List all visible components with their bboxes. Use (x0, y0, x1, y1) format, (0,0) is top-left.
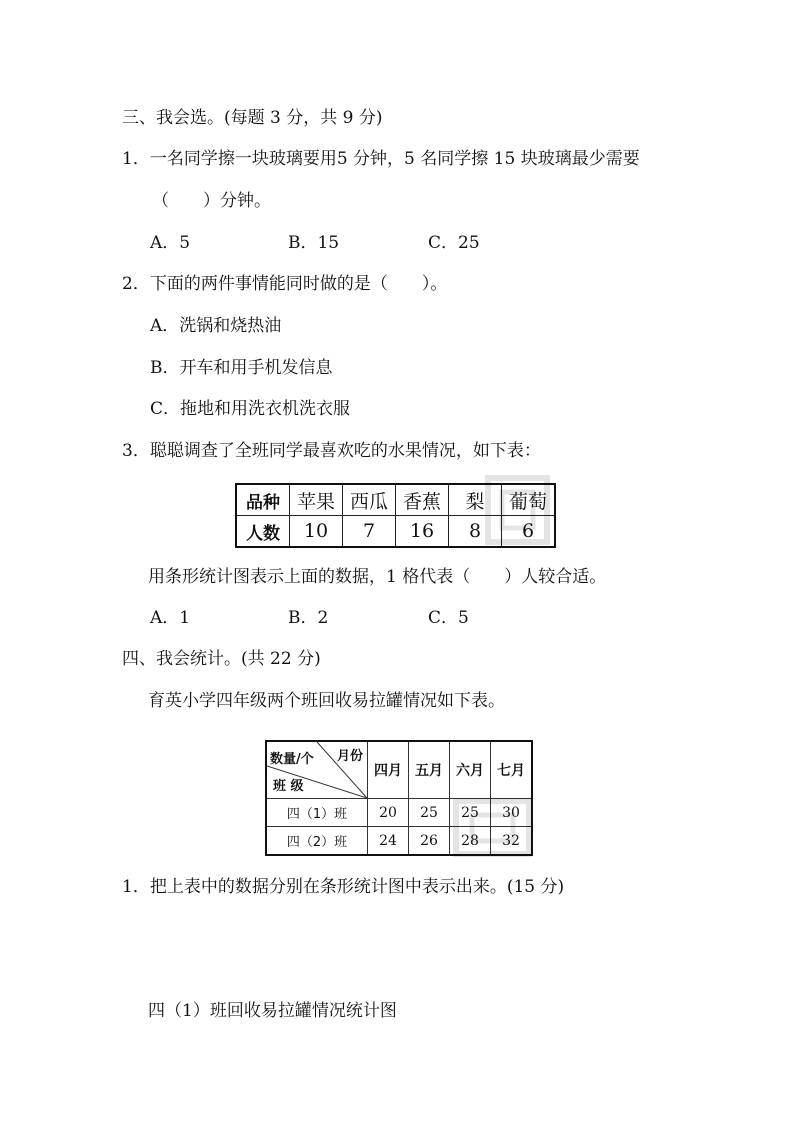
class-label: 四（2）班 (266, 827, 368, 856)
fruit-name: 苹果 (290, 484, 343, 516)
watermark-icon (480, 470, 555, 550)
section-4-intro: 育英小学四年级两个班回收易拉罐情况如下表。 (148, 691, 505, 711)
corner-month-label: 月份 (336, 749, 363, 764)
count-row-header: 人数 (236, 516, 290, 548)
question-1-option-a: A．5 (150, 233, 191, 253)
question-3-option-b: B．2 (288, 608, 329, 628)
watermark-icon (450, 795, 535, 860)
section-3-heading: 三、我会选。(每题 3 分，共 9 分) (122, 108, 383, 128)
question-2-option-c: C．拖地和用洗衣机洗衣服 (150, 399, 351, 419)
can-count: 28 (450, 827, 491, 856)
class-label: 四（1）班 (266, 799, 368, 827)
can-count: 24 (368, 827, 409, 856)
can-count: 25 (450, 799, 491, 827)
question-1-option-c: C．25 (428, 233, 480, 253)
fruit-row-header: 品种 (236, 484, 290, 516)
question-3-option-a: A．1 (150, 608, 191, 628)
fruit-name: 葡萄 (502, 484, 556, 516)
can-count: 30 (491, 799, 533, 827)
fruit-count: 7 (343, 516, 396, 548)
table-corner-header (266, 741, 368, 799)
month-header: 四月 (368, 741, 409, 799)
table-row (266, 741, 532, 799)
fruit-count: 10 (290, 516, 343, 548)
question-1-option-b: B．15 (288, 233, 340, 253)
section-4-heading: 四、我会统计。(共 22 分) (122, 649, 321, 669)
fruit-name: 梨 (449, 484, 502, 516)
question-1-text: 1．一名同学擦一块玻璃要用5 分钟，5 名同学擦 15 块玻璃最少需要 (122, 149, 640, 169)
fruit-name: 西瓜 (343, 484, 396, 516)
can-count: 25 (409, 799, 450, 827)
fruit-count: 8 (449, 516, 502, 548)
chart-title: 四（1）班回收易拉罐情况统计图 (148, 1001, 397, 1021)
fruit-name: 香蕉 (396, 484, 449, 516)
question-3-option-c: C．5 (428, 608, 469, 628)
fruit-count: 6 (502, 516, 556, 548)
can-count: 32 (491, 827, 533, 856)
question-2-option-a: A．洗锅和烧热油 (150, 316, 282, 336)
month-header: 五月 (409, 741, 450, 799)
month-header: 六月 (450, 741, 491, 799)
corner-class-label: 班 级 (273, 779, 304, 794)
can-count: 20 (368, 799, 409, 827)
corner-quantity-label: 数量/个 (270, 752, 314, 767)
question-3-text: 3．聪聪调查了全班同学最喜欢吃的水果情况，如下表： (122, 441, 541, 461)
can-count: 26 (409, 827, 450, 856)
question-2-option-b: B．开车和用手机发信息 (150, 358, 333, 378)
question-3-followup: 用条形统计图表示上面的数据，1 格代表（ ）人较合适。 (148, 567, 607, 587)
fruit-count: 16 (396, 516, 449, 548)
question-2-text: 2．下面的两件事情能同时做的是（ ）。 (122, 274, 448, 294)
month-header: 七月 (491, 741, 533, 799)
question-1-blank: （ ）分钟。 (152, 191, 271, 211)
section-4-question-1: 1．把上表中的数据分别在条形统计图中表示出来。(15 分) (122, 877, 565, 897)
